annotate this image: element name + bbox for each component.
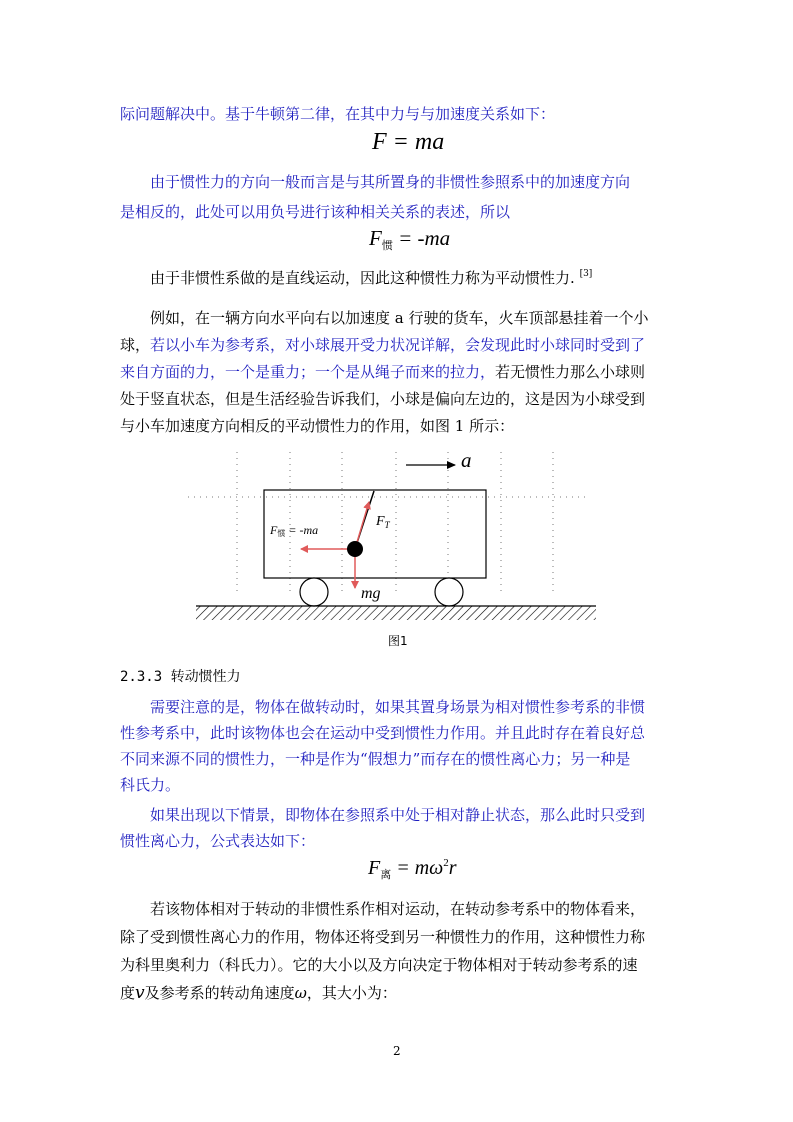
wheel-left — [300, 578, 328, 606]
paragraph-line: 需要注意的是，物体在做转动时，如果其置身场景为相对惯性参考系的非惯 — [150, 698, 646, 716]
paragraph-line: 际问题解决中。基于牛顿第二律，在其中力与与加速度关系如下： — [120, 105, 556, 123]
equation-inertial-force: F惯 = -ma — [369, 226, 451, 252]
page-number: 2 — [393, 1044, 401, 1058]
paragraph-line: 如果出现以下情景，即物体在参照系中处于相对静止状态，那么此时只受到 — [150, 806, 646, 824]
paragraph-line: 例如，在一辆方向水平向右以加速度 a 行驶的货车，火车顶部悬挂着一个小 — [150, 309, 649, 327]
paragraph-line: 度v及参考系的转动角速度ω，其大小为： — [120, 983, 397, 1003]
paragraph-line: 科氏力。 — [120, 776, 181, 794]
paragraph-line: 若该物体相对于转动的非惯性系作相对运动，在转动参考系中的物体看来， — [150, 900, 646, 918]
pendulum-ball — [347, 541, 363, 557]
paragraph-line: 由于惯性力的方向一般而言是与其所置身的非惯性参照系中的加速度方向 — [150, 173, 631, 191]
label-tension: $F_T$ — [376, 514, 390, 530]
label-gravity: mg — [361, 585, 381, 602]
label-inertial-force: F惯 = -ma — [270, 523, 319, 538]
angular-velocity-symbol: ω — [294, 984, 307, 1002]
paragraph-line: 由于非惯性系做的是直线运动，因此这种惯性力称为平动惯性力. [3] — [150, 269, 593, 287]
wheel-right — [435, 578, 463, 606]
paragraph-line: 球，若以小车为参考系，对小球展开受力状况详解，会发现此时小球同时受到了 — [120, 336, 646, 354]
ground-hatch — [196, 606, 596, 620]
figure-caption: 图1 — [388, 634, 408, 648]
paragraph-line: 与小车加速度方向相反的平动惯性力的作用，如图 1 所示： — [120, 417, 515, 435]
paragraph-line: 是相反的，此处可以用负号进行该种相关关系的表述，所以 — [120, 203, 511, 221]
label-acceleration: a — [461, 448, 472, 472]
paragraph-line: 处于竖直状态，但是生活经验告诉我们，小球是偏向左边的，这是因为小球受到 — [120, 390, 646, 408]
paragraph-line: 惯性离心力，公式表达如下： — [120, 832, 316, 850]
section-title: 转动惯性力 — [170, 669, 241, 685]
section-number: 2.3.3 — [120, 669, 163, 685]
paragraph-line: 除了受到惯性离心力的作用，物体还将受到另一种惯性力的作用，这种惯性力称 — [120, 928, 646, 946]
paragraph-line: 来自方面的力，一个是重力；一个是从绳子而来的拉力，若无惯性力那么小球则 — [120, 363, 646, 381]
paragraph-line: 性参考系中，此时该物体也会在运动中受到惯性力作用。并且此时存在着良好总 — [120, 724, 646, 742]
section-heading — [120, 666, 241, 686]
figure-1-diagram — [185, 448, 597, 624]
equation-newton-second-law: F = ma — [372, 129, 445, 155]
paragraph-line: 不同来源不同的惯性力，一种是作为“假想力”而存在的惯性离心力；另一种是 — [120, 750, 631, 768]
equation-centrifugal-force: $F_离 = m\omega^2r$ — [368, 857, 457, 881]
paragraph-line: 为科里奥利力（科氏力）。它的大小以及方向决定于物体相对于转动参考系的速 — [120, 956, 638, 974]
citation: [3] — [579, 269, 593, 279]
velocity-symbol: v — [135, 983, 145, 1003]
